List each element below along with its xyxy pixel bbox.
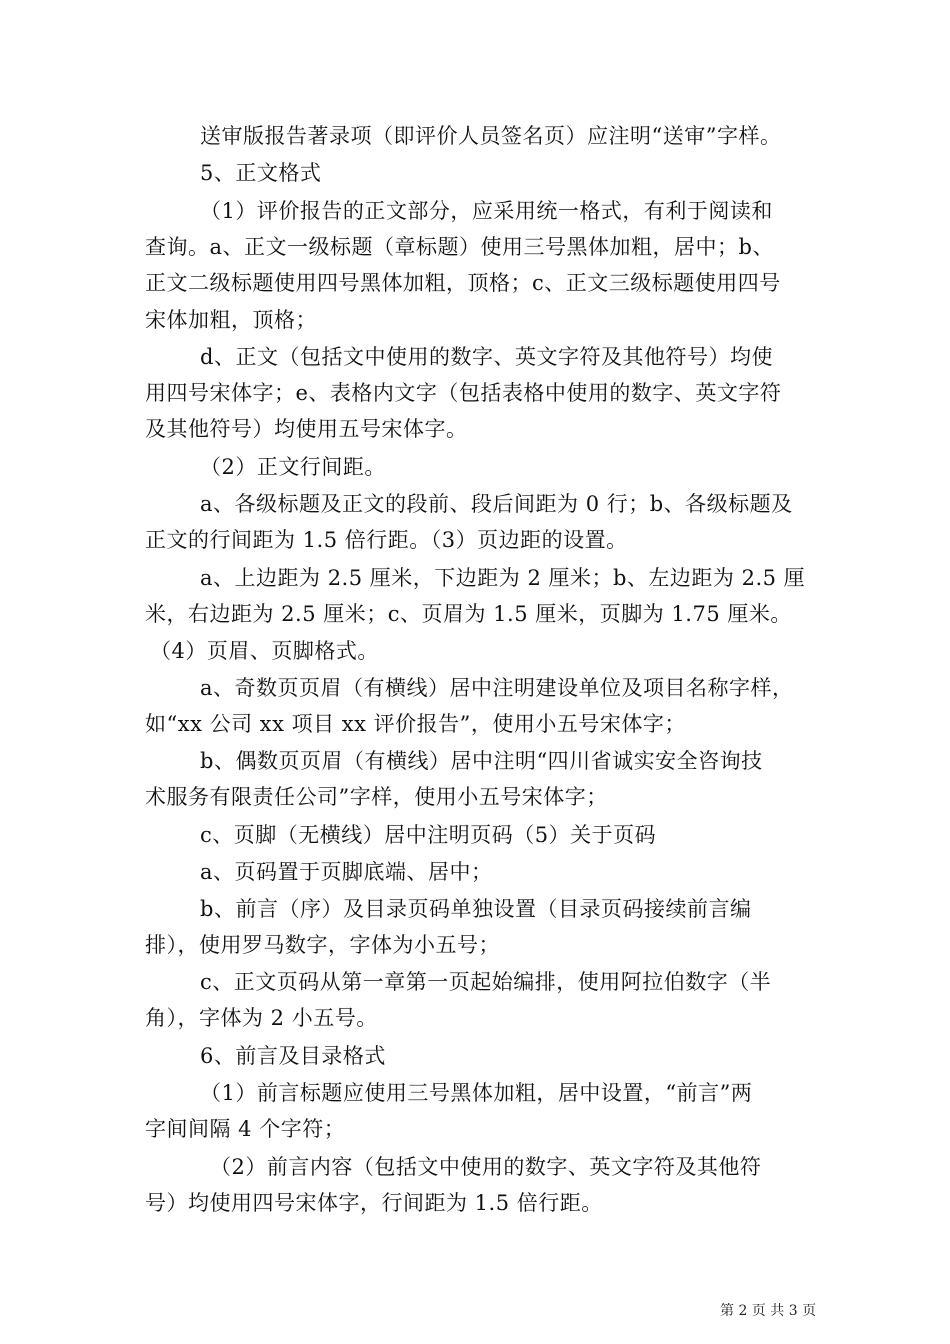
- text-line: b、偶数页页眉（有横线）居中注明“四川省诚实安全咨询技: [200, 749, 763, 773]
- section-heading: 5、正文格式: [200, 161, 322, 185]
- text-line: 字间间隔 4 个字符；: [145, 1117, 346, 1141]
- text-line: 送审版报告著录项（即评价人员签名页）应注明“送审”字样。: [200, 124, 782, 148]
- text-line: b、前言（序）及目录页码单独设置（目录页码接续前言编: [200, 897, 752, 921]
- text-line: a、上边距为 2.5 厘米，下边距为 2 厘米；b、左边距为 2.5 厘: [200, 566, 806, 590]
- text-line: （4）页眉、页脚格式。: [150, 639, 379, 663]
- text-line: d、正文（包括文中使用的数字、英文字符及其他符号）均使: [200, 345, 773, 369]
- text-line: 及其他符号）均使用五号宋体字。: [145, 417, 468, 441]
- text-line: 查询。a、正文一级标题（章标题）使用三号黑体加粗，居中；b、: [145, 235, 774, 259]
- text-line: 术服务有限责任公司”字样，使用小五号宋体字；: [145, 785, 608, 809]
- text-line: a、页码置于页脚底端、居中；: [200, 860, 493, 884]
- text-line: 正文的行间距为 1.5 倍行距。（3）页边距的设置。: [145, 528, 628, 552]
- text-line: 号）均使用四号宋体字，行间距为 1.5 倍行距。: [145, 1191, 603, 1215]
- text-line: a、奇数页页眉（有横线）居中注明建设单位及项目名称字样，: [200, 676, 794, 700]
- page-number-footer: 第 2 页 共 3 页: [720, 1303, 817, 1319]
- text-line: c、页脚（无横线）居中注明页码（5）关于页码: [200, 823, 657, 847]
- text-line: c、正文页码从第一章第一页起始编排，使用阿拉伯数字（半: [200, 970, 772, 994]
- text-line: 用四号宋体字；e、表格内文字（包括表格中使用的数字、英文字符: [145, 381, 782, 405]
- text-line: （1）评价报告的正文部分，应采用统一格式，有利于阅读和: [200, 199, 773, 223]
- section-heading: 6、前言及目录格式: [200, 1044, 386, 1068]
- text-line: （2）前言内容（包括文中使用的数字、英文字符及其他符: [210, 1155, 762, 1179]
- text-line: 正文二级标题使用四号黑体加粗，顶格；c、正文三级标题使用四号: [145, 271, 781, 295]
- text-line: （1）前言标题应使用三号黑体加粗，居中设置，“前言”两: [200, 1081, 753, 1105]
- text-line: 如“xx 公司 xx 项目 xx 评价报告”，使用小五号宋体字；: [145, 712, 686, 736]
- text-line: （2）正文行间距。: [200, 455, 386, 479]
- text-line: a、各级标题及正文的段前、段后间距为 0 行；b、各级标题及: [200, 492, 793, 516]
- text-line: 米，右边距为 2.5 厘米；c、页眉为 1.5 厘米，页脚为 1.75 厘米。: [145, 602, 792, 626]
- text-line: 排），使用罗马数字，字体为小五号；: [145, 933, 500, 957]
- text-line: 角），字体为 2 小五号。: [145, 1006, 378, 1030]
- text-line: 宋体加粗，顶格；: [145, 308, 317, 332]
